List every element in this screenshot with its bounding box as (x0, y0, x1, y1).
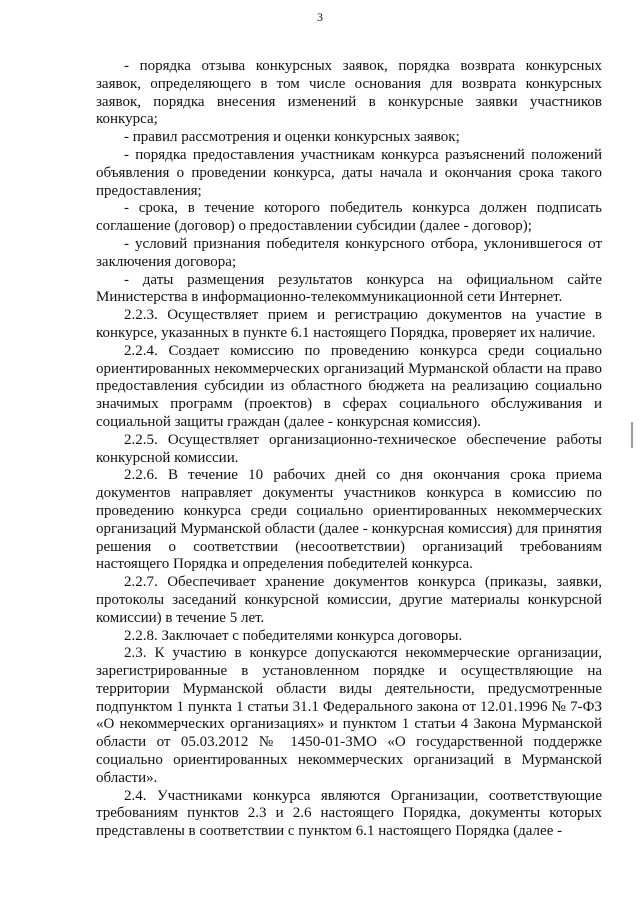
paragraph-2-3: 2.3. К участию в конкурсе допускаются некоммерческие организации, зарегистрированные в установленном порядке и осуществляющие на территории Мурманской области виды деятельности, предусмотренные подпунктом 1 пункта 1 статьи 31.1 Федерального закона от 12.01.1996 № 7-ФЗ «О некоммерческих организациях» и пунктом 1 статьи 4 Закона Мурманской области от 05.03.2012 № 1450-01-ЗМО «О государственной поддержке социально ориентированных некоммерческих организаций в Мурманской области». (96, 645, 602, 786)
paragraph-2-2-3: 2.2.3. Осуществляет прием и регистрацию документов на участие в конкурсе, указанных в пункте 6.1 настоящего Порядка, проверяет их наличие. (96, 307, 602, 341)
scan-edge-mark (631, 422, 633, 448)
page-number: 3 (317, 10, 323, 24)
paragraph-evasion-conditions: - условий признания победителя конкурсного отбора, уклонившегося от заключения договора; (96, 235, 602, 270)
paragraph-2-2-7: 2.2.7. Обеспечивает хранение документов конкурса (приказы, заявки, протоколы заседаний конкурсной комиссии, другие материалы конкурсной комиссии) в течение 5 лет. (96, 574, 602, 626)
paragraph-2-2-5: 2.2.5. Осуществляет организационно-техническое обеспечение работы конкурсной комиссии. (96, 431, 602, 466)
paragraph-2-4: 2.4. Участниками конкурса являются Организации, соответствующие требованиям пунктов 2.3 и 2.6 настоящего Порядка, документы которых представлены в соответствии с пунктом 6.1 настоящего Порядка (далее - (96, 787, 602, 840)
paragraph-2-2-8: 2.2.8. Заключает с победителями конкурса договоры. (124, 627, 463, 644)
document-body (96, 58, 602, 841)
paragraph-clarifications-order: - порядка предоставления участникам конкурса разъяснений положений объявления о проведении конкурса, даты начала и окончания срока такого предоставления; (96, 146, 602, 199)
paragraph-2-2-6: 2.2.6. В течение 10 рабочих дней со дня окончания срока приема документов направляет документы участников конкурса в комиссию по проведению конкурса среди социально ориентированных некоммерческих организаций Мурманской области (далее - конкурсная комиссия) для принятия решения о соответствии (несоответствии) организаций требованиям настоящего Порядка и определения победителей конкурса. (96, 467, 602, 573)
paragraph-results-publication: - даты размещения результатов конкурса на официальном сайте Министерства в информационно-телекоммуникационной сети Интернет. (96, 271, 602, 306)
paragraph-signing-term: - срока, в течение которого победитель конкурса должен подписать соглашение (договор) о предоставлении субсидии (далее - договор); (96, 200, 602, 235)
paragraph-evaluation-rules: - правил рассмотрения и оценки конкурсных заявок; (124, 129, 460, 146)
paragraph-withdrawal-order: - порядка отзыва конкурсных заявок, порядка возврата конкурсных заявок, определяющего в том числе основания для возврата конкурсных заявок, порядка внесения изменений в конкурсные заявки участников конкурса; (96, 58, 602, 128)
paragraph-2-2-4: 2.2.4. Создает комиссию по проведению конкурса среди социально ориентированных некоммерческих организаций Мурманской области на право предоставления субсидии из областного бюджета на реализацию социально значимых программ (проектов) в сферах социального обслуживания и социальной защиты граждан (далее - конкурсная комиссия). (96, 342, 602, 430)
